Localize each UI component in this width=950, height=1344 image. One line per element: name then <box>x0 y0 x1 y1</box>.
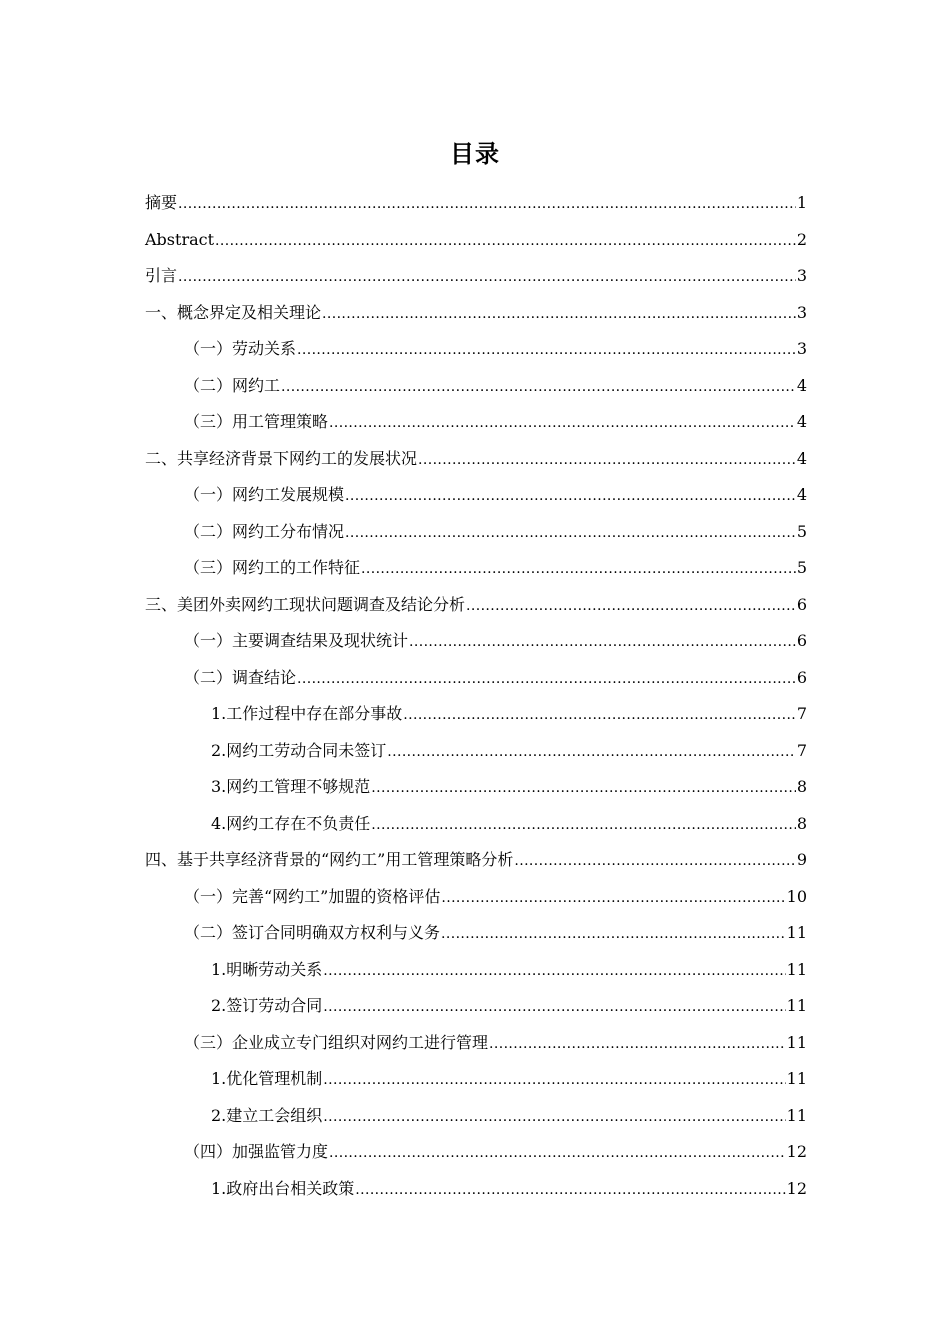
toc-entry-text: 1.工作过程中存在部分事故 <box>211 704 403 723</box>
toc-entry[interactable] <box>0 1025 950 1062</box>
toc-entry[interactable] <box>0 1098 950 1135</box>
toc-page-number: 6 <box>796 594 807 614</box>
toc-page-number: 4 <box>796 375 807 395</box>
toc-page-number: 11 <box>786 1105 807 1125</box>
table-of-contents <box>0 185 950 1207</box>
toc-entry-text: （三）企业成立专门组织对网约工进行管理 <box>184 1032 489 1052</box>
dot-leader <box>355 1172 785 1209</box>
toc-entry[interactable] <box>0 1134 950 1171</box>
dot-leader <box>409 624 796 661</box>
toc-entry[interactable] <box>0 368 950 405</box>
dot-leader <box>466 588 796 625</box>
toc-page-number: 5 <box>796 558 807 577</box>
toc-entry-text: （一）劳动关系 <box>184 339 297 358</box>
toc-entry[interactable] <box>0 331 950 368</box>
toc-entry[interactable] <box>0 295 950 332</box>
toc-page-number: 11 <box>786 1032 807 1052</box>
toc-entry[interactable] <box>0 660 950 697</box>
toc-page-number: 12 <box>786 1142 807 1161</box>
toc-entry[interactable] <box>0 879 950 916</box>
dot-leader <box>323 989 785 1026</box>
dot-leader <box>345 515 796 552</box>
dot-leader <box>297 661 796 698</box>
toc-page-number: 8 <box>796 813 807 833</box>
dot-leader <box>323 1062 785 1099</box>
dot-leader <box>323 953 785 990</box>
toc-page-number: 1 <box>796 193 807 212</box>
toc-page-number: 2 <box>796 229 807 249</box>
dot-leader <box>361 551 796 588</box>
toc-page-number: 11 <box>786 996 807 1015</box>
toc-entry[interactable] <box>0 842 950 879</box>
dot-leader <box>322 296 796 333</box>
toc-entry-text: 四、基于共享经济背景的“网约工”用工管理策略分析 <box>145 850 514 869</box>
toc-entry[interactable] <box>0 623 950 660</box>
dot-leader <box>371 807 796 844</box>
toc-entry-text: 4.网约工存在不负责任 <box>211 813 371 833</box>
toc-entry-text: （三）用工管理策略 <box>184 412 329 431</box>
dot-leader <box>297 332 796 369</box>
toc-entry[interactable] <box>0 1171 950 1208</box>
toc-page-number: 11 <box>786 923 807 942</box>
toc-entry-text: 2.网约工劳动合同未签订 <box>211 740 387 760</box>
dot-leader <box>345 478 796 515</box>
dot-leader <box>329 1135 786 1172</box>
toc-page-number: 10 <box>786 886 807 906</box>
dot-leader <box>215 223 796 260</box>
toc-entry-text: 2.建立工会组织 <box>211 1105 323 1125</box>
toc-title: 目录 <box>450 140 500 168</box>
dot-leader <box>403 697 796 734</box>
toc-entry-text: 2.签订劳动合同 <box>211 996 323 1015</box>
toc-entry[interactable] <box>0 477 950 514</box>
toc-page-number: 5 <box>796 521 807 541</box>
toc-page-number: 4 <box>796 448 807 468</box>
toc-entry-text: 1.政府出台相关政策 <box>211 1178 355 1198</box>
toc-entry-text: Abstract <box>145 229 215 249</box>
toc-page-number: 3 <box>796 302 807 322</box>
toc-entry-text: 引言 <box>145 266 178 285</box>
dot-leader <box>514 843 795 880</box>
toc-entry[interactable] <box>0 185 950 222</box>
toc-entry[interactable] <box>0 404 950 441</box>
toc-entry-text: （二）网约工 <box>184 375 281 395</box>
toc-page-number: 4 <box>796 485 807 504</box>
toc-page-number: 6 <box>796 667 807 687</box>
toc-page-number: 8 <box>796 777 807 796</box>
toc-entry-text: 1.明晰劳动关系 <box>211 959 323 979</box>
dot-leader <box>418 442 796 479</box>
toc-entry-text: （一）完善“网约工”加盟的资格评估 <box>184 886 441 906</box>
toc-page-number: 11 <box>786 1069 807 1088</box>
dot-leader <box>178 259 796 296</box>
toc-page-number: 7 <box>796 740 807 760</box>
toc-entry[interactable] <box>0 952 950 989</box>
toc-page-number: 4 <box>796 412 807 431</box>
toc-entry-text: 摘要 <box>145 193 178 212</box>
toc-entry[interactable] <box>0 222 950 259</box>
toc-entry-text: 一、概念界定及相关理论 <box>145 302 322 322</box>
toc-entry-text: 3.网约工管理不够规范 <box>211 777 371 796</box>
toc-entry-text: （二）网约工分布情况 <box>184 521 345 541</box>
toc-page-number: 7 <box>796 704 807 723</box>
toc-page-number: 9 <box>796 850 807 869</box>
dot-leader <box>329 405 796 442</box>
toc-entry[interactable] <box>0 733 950 770</box>
toc-entry[interactable] <box>0 915 950 952</box>
dot-leader <box>489 1026 786 1063</box>
toc-entry-text: 1.优化管理机制 <box>211 1069 323 1088</box>
toc-entry[interactable] <box>0 806 950 843</box>
toc-entry-text: （二）签订合同明确双方权利与义务 <box>184 923 441 942</box>
toc-entry-text: （一）主要调查结果及现状统计 <box>184 631 409 650</box>
dot-leader <box>371 770 796 807</box>
dot-leader <box>441 916 786 953</box>
toc-page-number: 3 <box>796 266 807 285</box>
toc-page-number: 11 <box>786 959 807 979</box>
toc-entry[interactable] <box>0 550 950 587</box>
toc-entry[interactable] <box>0 1061 950 1098</box>
toc-page-number: 3 <box>796 339 807 358</box>
dot-leader <box>178 186 796 223</box>
toc-entry-text: （三）网约工的工作特征 <box>184 558 361 577</box>
toc-page-number: 6 <box>796 631 807 650</box>
toc-entry-text: 三、美团外卖网约工现状问题调查及结论分析 <box>145 594 466 614</box>
toc-entry[interactable] <box>0 988 950 1025</box>
dot-leader <box>323 1099 785 1136</box>
toc-entry[interactable] <box>0 769 950 806</box>
toc-entry-text: （二）调查结论 <box>184 667 297 687</box>
toc-entry[interactable] <box>0 258 950 295</box>
dot-leader <box>387 734 796 771</box>
dot-leader <box>281 369 796 406</box>
toc-entry[interactable] <box>0 587 950 624</box>
toc-entry[interactable] <box>0 441 950 478</box>
toc-entry-text: 二、共享经济背景下网约工的发展状况 <box>145 448 418 468</box>
toc-entry-text: （四）加强监管力度 <box>184 1142 329 1161</box>
toc-entry[interactable] <box>0 696 950 733</box>
toc-entry-text: （一）网约工发展规模 <box>184 485 345 504</box>
dot-leader <box>441 880 785 917</box>
toc-page-number: 12 <box>786 1178 807 1198</box>
toc-entry[interactable] <box>0 514 950 551</box>
